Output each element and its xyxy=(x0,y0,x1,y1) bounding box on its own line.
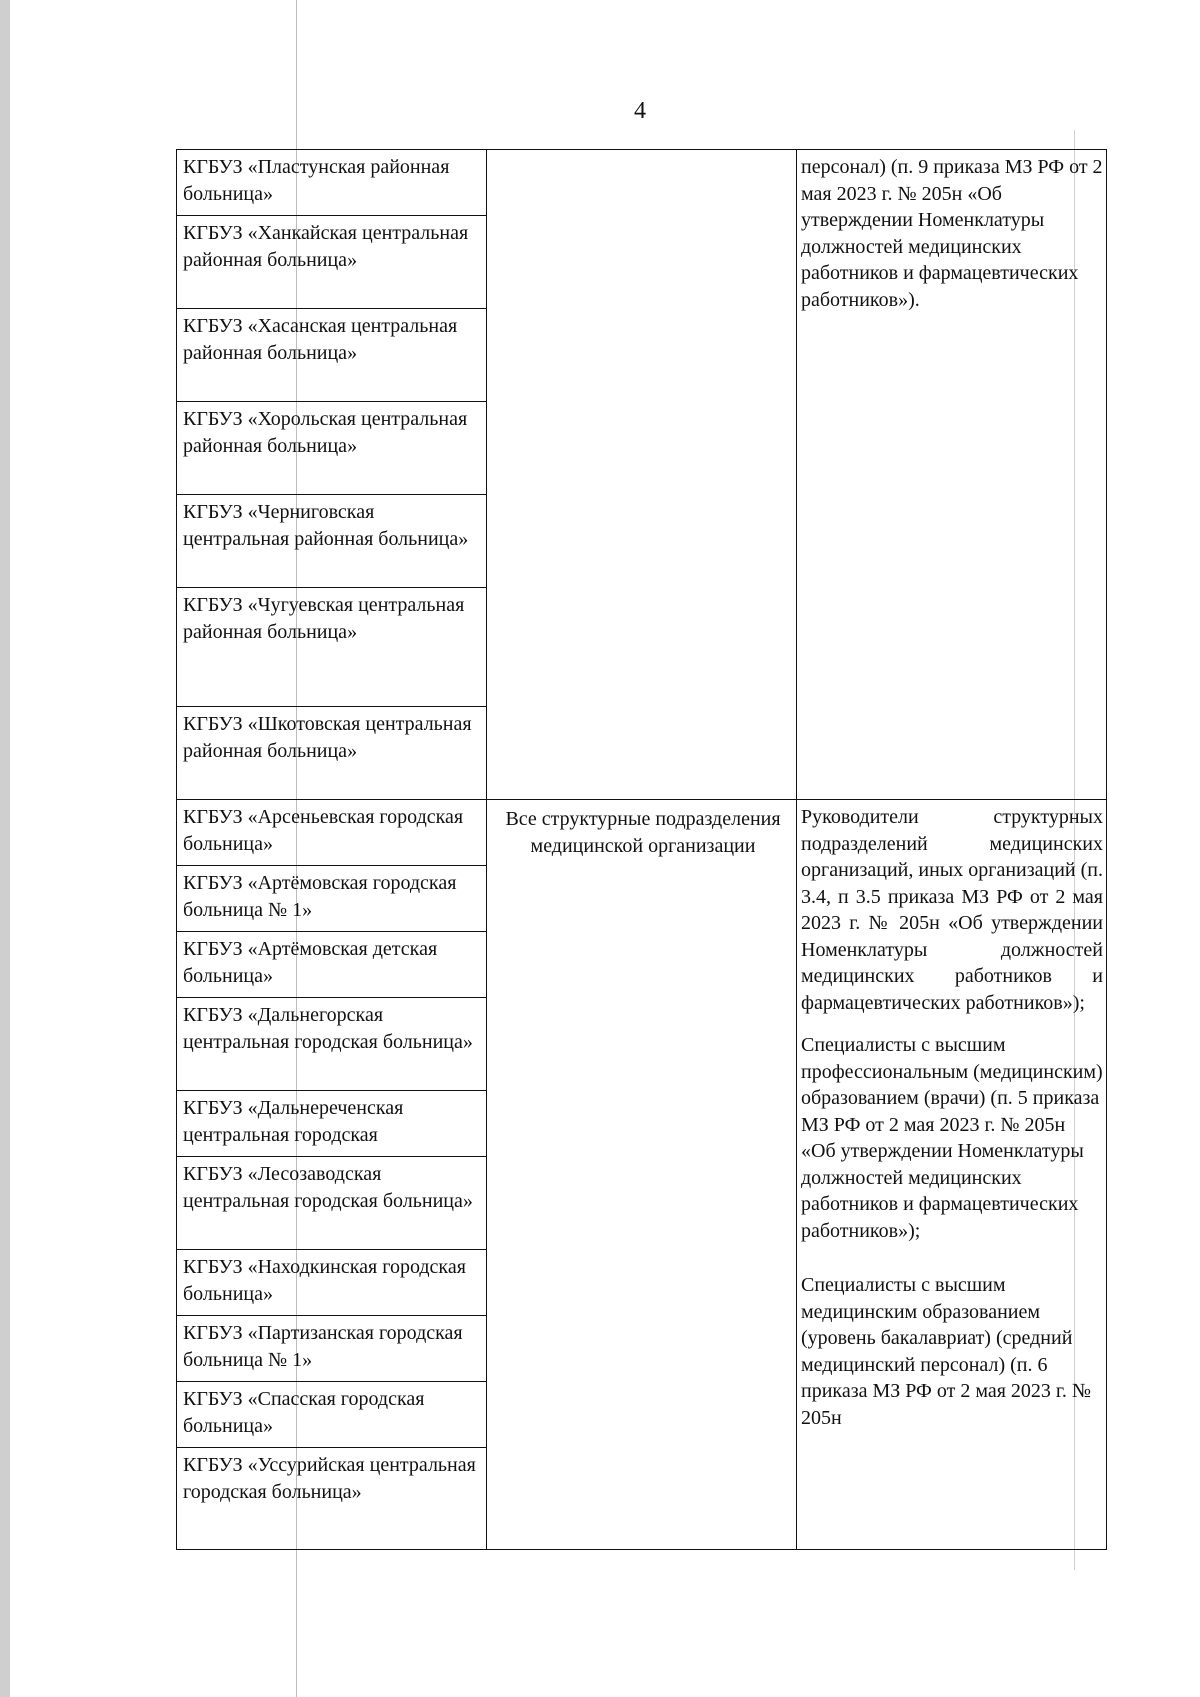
org-cell: КГБУЗ «Ханкайская центральная районная больница» xyxy=(177,216,487,309)
org-cell: КГБУЗ «Хасанская центральная районная больница» xyxy=(177,309,487,402)
category-text: Руководители структурных подразделений медицинских организаций, иных организаций (п. 3.4, п 3.5 приказа МЗ РФ от 2 мая 2023 г. № 205н «Об утверждении Номенклатуры должностей медицинских работников и фармацевтических работников»); xyxy=(801,806,1103,1014)
org-cell: КГБУЗ «Артёмовская детская больница» xyxy=(177,932,487,998)
organizations-table xyxy=(176,149,1107,1550)
org-cell: КГБУЗ «Находкинская городская больница» xyxy=(177,1250,487,1316)
org-cell: КГБУЗ «Дальнереченская центральная городская xyxy=(177,1091,487,1157)
org-cell: КГБУЗ «Спасская городская больница» xyxy=(177,1382,487,1448)
org-cell: КГБУЗ «Арсеньевская городская больница» xyxy=(177,800,487,866)
org-cell: КГБУЗ «Черниговская центральная районная больница» xyxy=(177,495,487,588)
org-cell: КГБУЗ «Партизанская городская больница № 1» xyxy=(177,1316,487,1382)
divisions-cell xyxy=(487,150,797,800)
org-cell: КГБУЗ «Уссурийская центральная городская больница» xyxy=(177,1448,487,1550)
table-row xyxy=(177,800,1107,866)
page-number: 4 xyxy=(634,98,646,124)
org-cell: КГБУЗ «Лесозаводская центральная городская больница» xyxy=(177,1157,487,1250)
org-cell: КГБУЗ «Чугуевская центральная районная больница» xyxy=(177,588,487,707)
org-cell: КГБУЗ «Пластунская районная больница» xyxy=(177,150,487,216)
org-cell: КГБУЗ «Хорольская центральная районная больница» xyxy=(177,402,487,495)
org-cell: КГБУЗ «Артёмовская городская больница № 1» xyxy=(177,866,487,932)
category-text: Специалисты с высшим медицинским образованием (уровень бакалавриат) (средний медицинский персонал) (п. 6 приказа МЗ РФ от 2 мая 2023 г. № 205н xyxy=(801,1274,1091,1429)
category-text: персонал) (п. 9 приказа МЗ РФ от 2 мая 2023 г. № 205н «Об утверждении Номенклатуры должностей медицинских работников и фармацевтических работников»). xyxy=(801,156,1103,311)
category-text: Специалисты с высшим профессиональным (медицинским) образованием (врачи) (п. 5 приказа МЗ РФ от 2 мая 2023 г. № 205н «Об утверждении Номенклатуры должностей медицинских работников и фармацевтических работников»); xyxy=(801,1034,1103,1242)
divisions-cell: Все структурные подразделения медицинской организации xyxy=(487,800,797,1550)
categories-cell xyxy=(797,800,1107,1550)
table-row xyxy=(177,150,1107,216)
scan-left-edge xyxy=(0,0,10,1697)
categories-cell xyxy=(797,150,1107,800)
org-cell: КГБУЗ «Шкотовская центральная районная больница» xyxy=(177,707,487,800)
org-cell: КГБУЗ «Дальнегорская центральная городская больница» xyxy=(177,998,487,1091)
